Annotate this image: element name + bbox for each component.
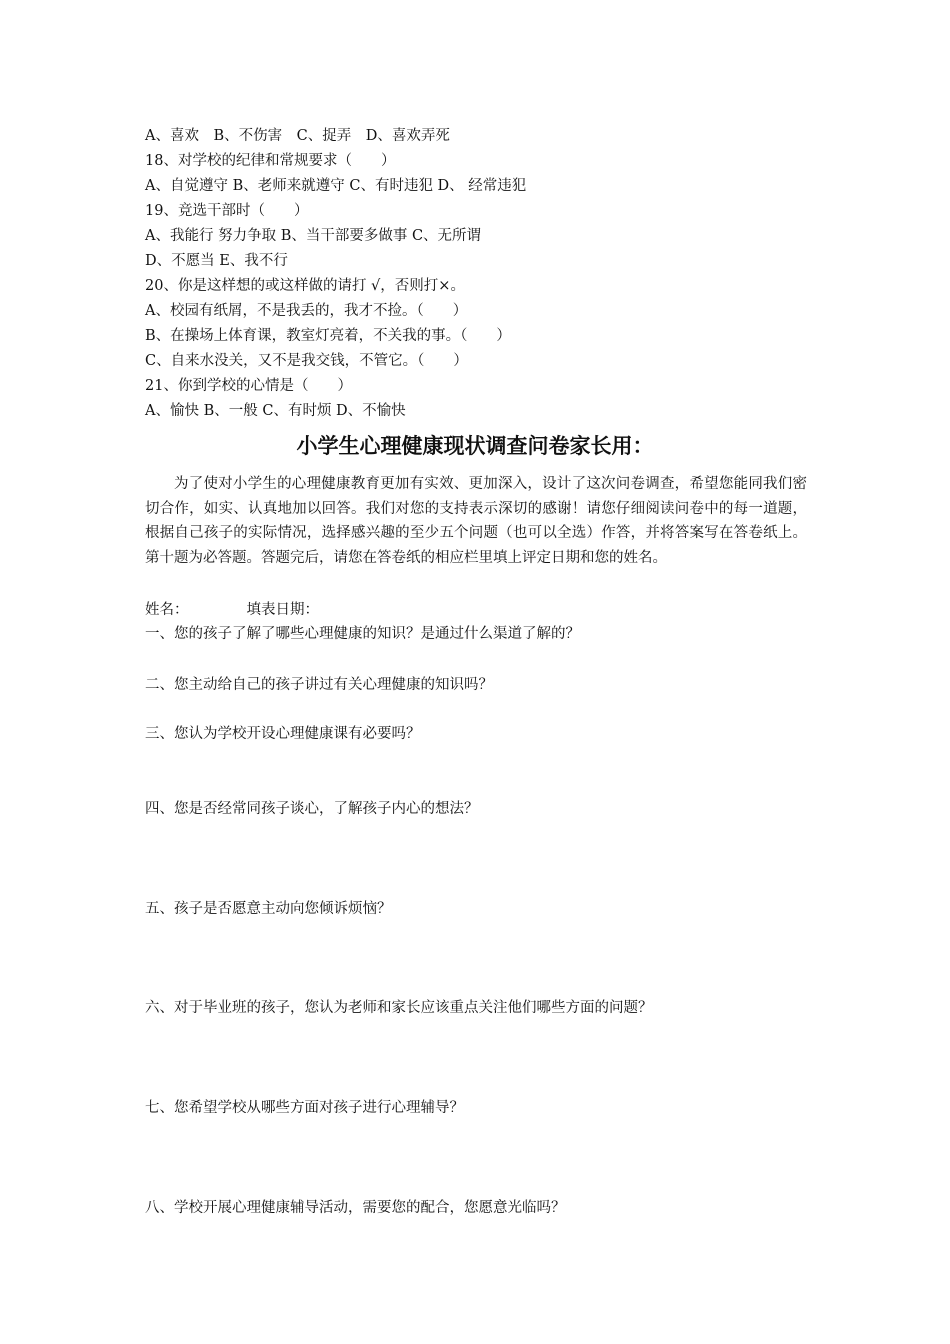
parent-question-6: 六、对于毕业班的孩子，您认为老师和家长应该重点关注他们哪些方面的问题？ <box>145 1000 653 1016</box>
parent-question-8: 八、学校开展心理健康辅导活动，需要您的配合，您愿意光临吗？ <box>145 1200 566 1216</box>
parent-survey-title: 小学生心理健康现状调查问卷家长用： <box>296 434 654 458</box>
question-19: 19、竞选干部时（ ） <box>145 203 309 219</box>
statement-20-a: A、校园有纸屑，不是我丢的，我才不捡。（ ） <box>145 303 468 319</box>
question-20: 20、你是这样想的或这样做的请打 √，否则打×。 <box>145 278 465 294</box>
choice-line-21-options: A、愉快 B、一般 C、有时烦 D、不愉快 <box>145 403 406 419</box>
statement-20-b: B、在操场上体育课，教室灯亮着，不关我的事。（ ） <box>145 328 511 344</box>
parent-question-1: 一、您的孩子了解了哪些心理健康的知识？是通过什么渠道了解的？ <box>145 626 580 642</box>
name-date-row <box>145 598 319 623</box>
parent-question-5: 五、孩子是否愿意主动向您倾诉烦恼？ <box>145 901 392 917</box>
choice-line-19-options-2: D、不愿当 E、我不行 <box>145 253 288 269</box>
choice-line-18-options: A、自觉遵守 B、老师来就遵守 C、有时违犯 D、 经常违犯 <box>145 178 527 194</box>
choice-line-19-options-1: A、我能行 努力争取 B、当干部要多做事 C、无所谓 <box>145 228 482 244</box>
parent-question-2: 二、您主动给自己的孩子讲过有关心理健康的知识吗？ <box>145 677 493 693</box>
date-label: 填表日期： <box>246 602 319 618</box>
parent-question-7: 七、您希望学校从哪些方面对孩子进行心理辅导？ <box>145 1100 464 1116</box>
question-21: 21、你到学校的心情是（ ） <box>145 378 352 394</box>
parent-question-3: 三、您认为学校开设心理健康课有必要吗？ <box>145 726 421 742</box>
question-18: 18、对学校的纪律和常规要求（ ） <box>145 153 396 169</box>
name-label: 姓名： <box>145 602 189 618</box>
choice-line-17-options: A、喜欢 B、不伤害 C、捉弄 D、喜欢弄死 <box>145 128 450 144</box>
parent-survey-intro: 为了使对小学生的心理健康教育更加有实效、更加深入，设计了这次问卷调查，希望您能同我们密切合作，如实、认真地加以回答。我们对您的支持表示深切的感谢！请您仔细阅读问卷中的每一道题，根据自己孩子的实际情况，选择感兴趣的至少五个问题（也可以全选）作答，并将答案写在答卷纸上。第十题为必答题。答题完后，请您在答卷纸的相应栏里填上评定日期和您的姓名。 <box>145 476 807 566</box>
statement-20-c: C、自来水没关，又不是我交钱，不管它。（ ） <box>145 353 468 369</box>
parent-question-4: 四、您是否经常同孩子谈心，了解孩子内心的想法？ <box>145 801 479 817</box>
